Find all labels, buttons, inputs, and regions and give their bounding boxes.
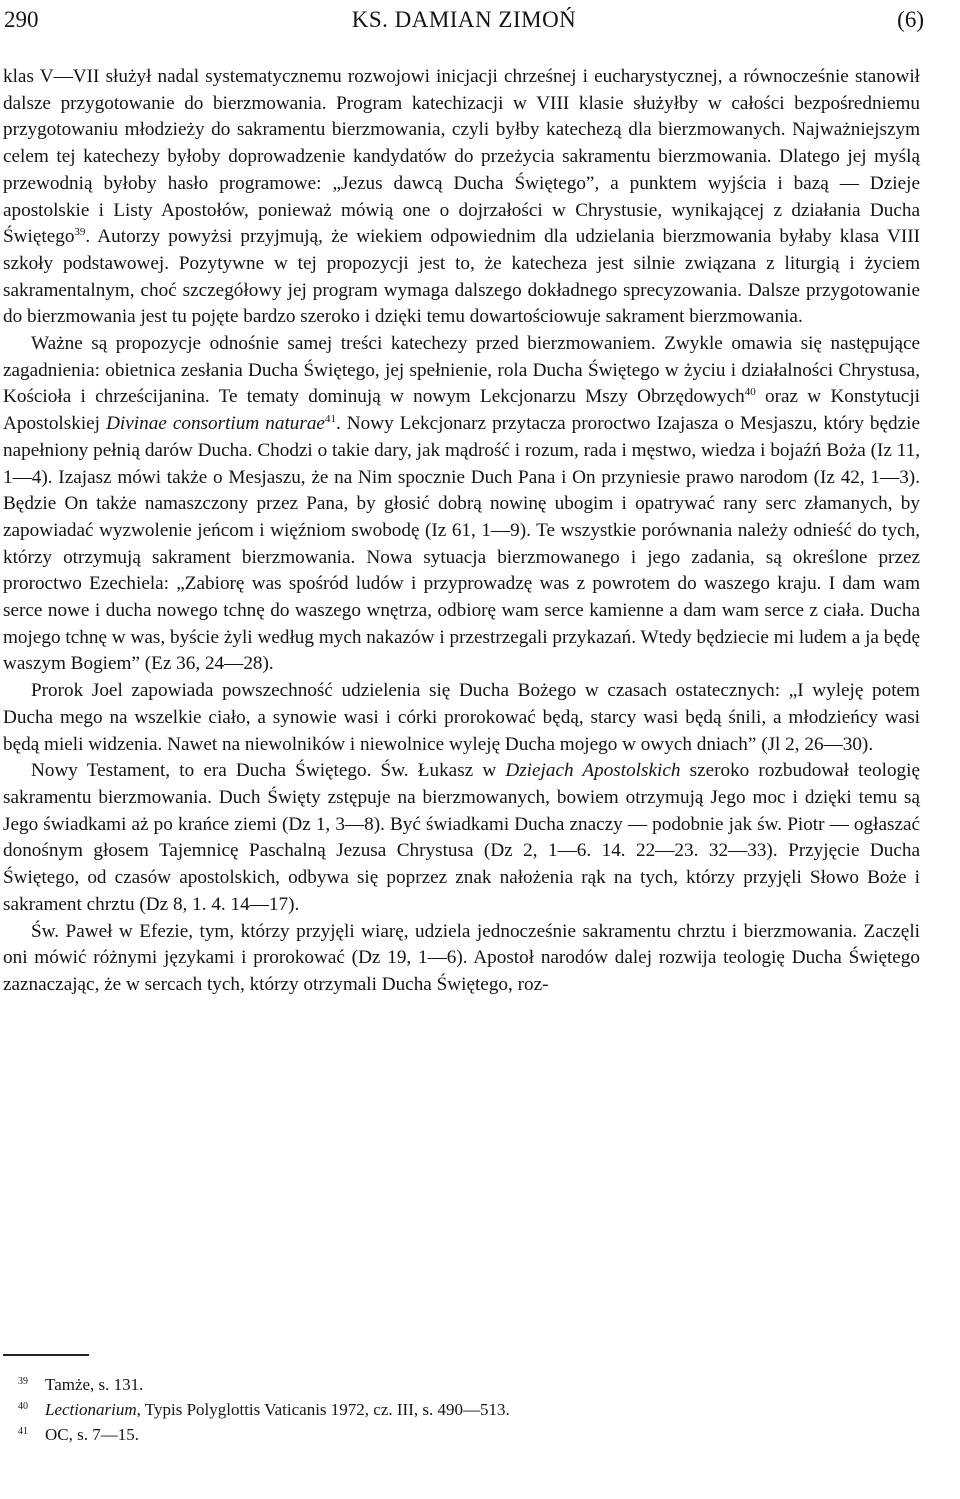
footnote-divider	[3, 1354, 89, 1356]
text-run: , Typis Polyglottis Vaticanis 1972, cz. III, s. 490—513.	[136, 1400, 510, 1419]
italic-text: Divinae consortium naturae	[106, 413, 325, 435]
paragraph	[3, 678, 920, 758]
paragraph	[3, 64, 920, 331]
footnote: 40 Lectionarium, Typis Polyglottis Vaticanis 1972, cz. III, s. 490—513.	[18, 1400, 510, 1419]
paragraph	[3, 758, 920, 918]
section-number: (6)	[897, 7, 924, 32]
text-run: klas V—VII służył nadal systematycznemu rozwojowi inicjacji chrześnej i eucharystycznej, a równocześnie stanowił dalsze przygotowanie do bierzmowania. Program katechizacji w VIII klasie służyłby w całości bezpośredniemu przygotowaniu młodzieży do sakramentu bierzmowania, czyli byłby katechezą dla bierzmowanych. Najważniejszym celem tej katechezy byłoby doprowadzenie kandydatów do przeżycia sakramentu bierzmowania. Dlatego jej myślą przewodnią byłoby hasło programowe: „Jezus dawcą Ducha Świętego”, a punktem wyjścia i bazą — Dzieje apostolskie i Listy Apostołów, ponieważ mówią one o dojrzałości w Chrystusie, wynikającej z działania Ducha Świętego	[3, 66, 920, 248]
footnotes	[18, 1372, 918, 1447]
text-run: Prorok Joel zapowiada powszechność udzielenia się Ducha Bożego w czasach ostatecznych: „I wyleję potem Ducha mego na wszelkie ciało, a synowie wasi i córki prorokować będą, starcy wasi będą śnili, a młodzieńcy wasi będą mieli widzenia. Nawet na niewolników i niewolnice wyleję Ducha mojego w owych dniach” (Jl 2, 26—30).	[3, 680, 920, 755]
text-run: oraz w Konstytucji Apostolskiej	[3, 386, 920, 435]
text-run: Ważne są propozycje odnośnie samej treści katechezy przed bierzmowaniem. Zwykle omawia się następujące zagadnienia: obietnica zesłania Ducha Świętego, jej spełnienie, rola Ducha Świętego w życiu i działalności Chrystusa, Kościoła i chrześcijanina. Te tematy dominują w nowym Lekcjonarzu Mszy Obrzędowych	[3, 333, 920, 408]
italic-text: Dziejach Apostolskich	[505, 760, 681, 782]
page-number: 290	[4, 7, 39, 32]
text-run: . Nowy Lekcjonarz przytacza proroctwo Izajasza o Mesjaszu, który będzie napełniony pełnią darów Ducha. Chodzi o takie dary, jak mądrość i rozum, rada i męstwo, wiedza i bojaźń Boża (Iz 11, 1—4). Izajasz mówi także o Mesjaszu, że na Nim spocznie Duch Pana i On przyniesie prawo narodom (Iz 42, 1—3). Będzie On także namaszczony przez Pana, by głosić dobrą nowinę ubogim i opatrywać rany serc złamanych, by zapowiadać wyzwolenie jeńcom i więźniom swobodę (Iz 61, 1—9). Te wszystkie porównania należy odnieść do tych, którzy otrzymują sakrament bierzmowania. Nowa sytuacja bierzmowanego i jego zadania, są określone przez proroctwo Ezechiela: „Zabiorę was spośród ludów i przyprowadzę was z powrotem do waszego kraju. I dam wam serce nowe i ducha nowego tchnę do waszego wnętrza, odbiorę wam serce kamienne a dam wam serce z ciała. Ducha mojego tchnę w was, byście żyli według mych nakazów i przestrzegali przykazań. Wtedy będziecie mi ludem a ja będę waszym Bogiem” (Ez 36, 24—28).	[3, 413, 920, 675]
running-title: KS. DAMIAN ZIMOŃ	[351, 7, 577, 32]
text-run: OC, s. 7—15.	[45, 1425, 139, 1444]
running-head	[4, 4, 924, 36]
text-run: Nowy Testament, to era Ducha Świętego. Św. Łukasz w	[31, 760, 506, 782]
footnote-reference: 40	[744, 386, 756, 399]
text-run: Św. Paweł w Efezie, tym, którzy przyjęli wiarę, udziela jednocześnie sakramentu chrztu i bierzmowania. Zaczęli oni mówić różnymi językami i prorokować (Dz 19, 1—6). Apostoł narodów dalej rozwija teologię Ducha Świętego zaznaczając, że w sercach tych, którzy otrzymali Ducha Świętego, roz-	[3, 920, 920, 995]
text-run: Tamże, s. 131.	[45, 1375, 144, 1394]
text-run: szeroko rozbudował teologię sakramentu bierzmowania. Duch Święty zstępuje na bierzmowanych, bowiem otrzymują Jego moc i dzięki temu są Jego świadkami aż po krańce ziemi (Dz 1, 3—8). Być świadkami Ducha znaczy — podobnie jak św. Piotr — ogłaszać donośnym głosem Tajemnicę Paschalną Jezusa Chrystusa (Dz 2, 1—6. 14. 22—23. 32—33). Przyjęcie Ducha Świętego, od czasów apostolskich, odbywa się poprzez znak nałożenia rąk na tych, którzy przyjęli Słowo Boże i sakrament chrztu (Dz 8, 1. 4. 14—17).	[3, 760, 920, 915]
footnote: 39 Tamże, s. 131.	[18, 1375, 144, 1394]
footnote: 41 OC, s. 7—15.	[18, 1425, 139, 1444]
paragraph	[3, 919, 920, 999]
paragraph	[3, 331, 920, 678]
italic-text: Lectionarium	[45, 1400, 137, 1419]
footnote-reference: 39	[74, 226, 86, 239]
footnote-reference: 41	[324, 413, 336, 426]
body-text	[3, 64, 920, 999]
text-run: . Autorzy powyżsi przyjmują, że wiekiem odpowiednim dla udzielania bierzmowania byłaby klasa VIII szkoły podstawowej. Pozytywne w tej propozycji jest to, że katecheza jest silnie związana z liturgią i życiem sakramentalnym, choć szczegółowy jej program wymaga dalszego dokładnego sprecyzowania. Dalsze przygotowanie do bierzmowania jest tu pojęte bardzo szeroko i dzięki temu dowartościowuje sakrament bierzmowania.	[3, 226, 920, 328]
